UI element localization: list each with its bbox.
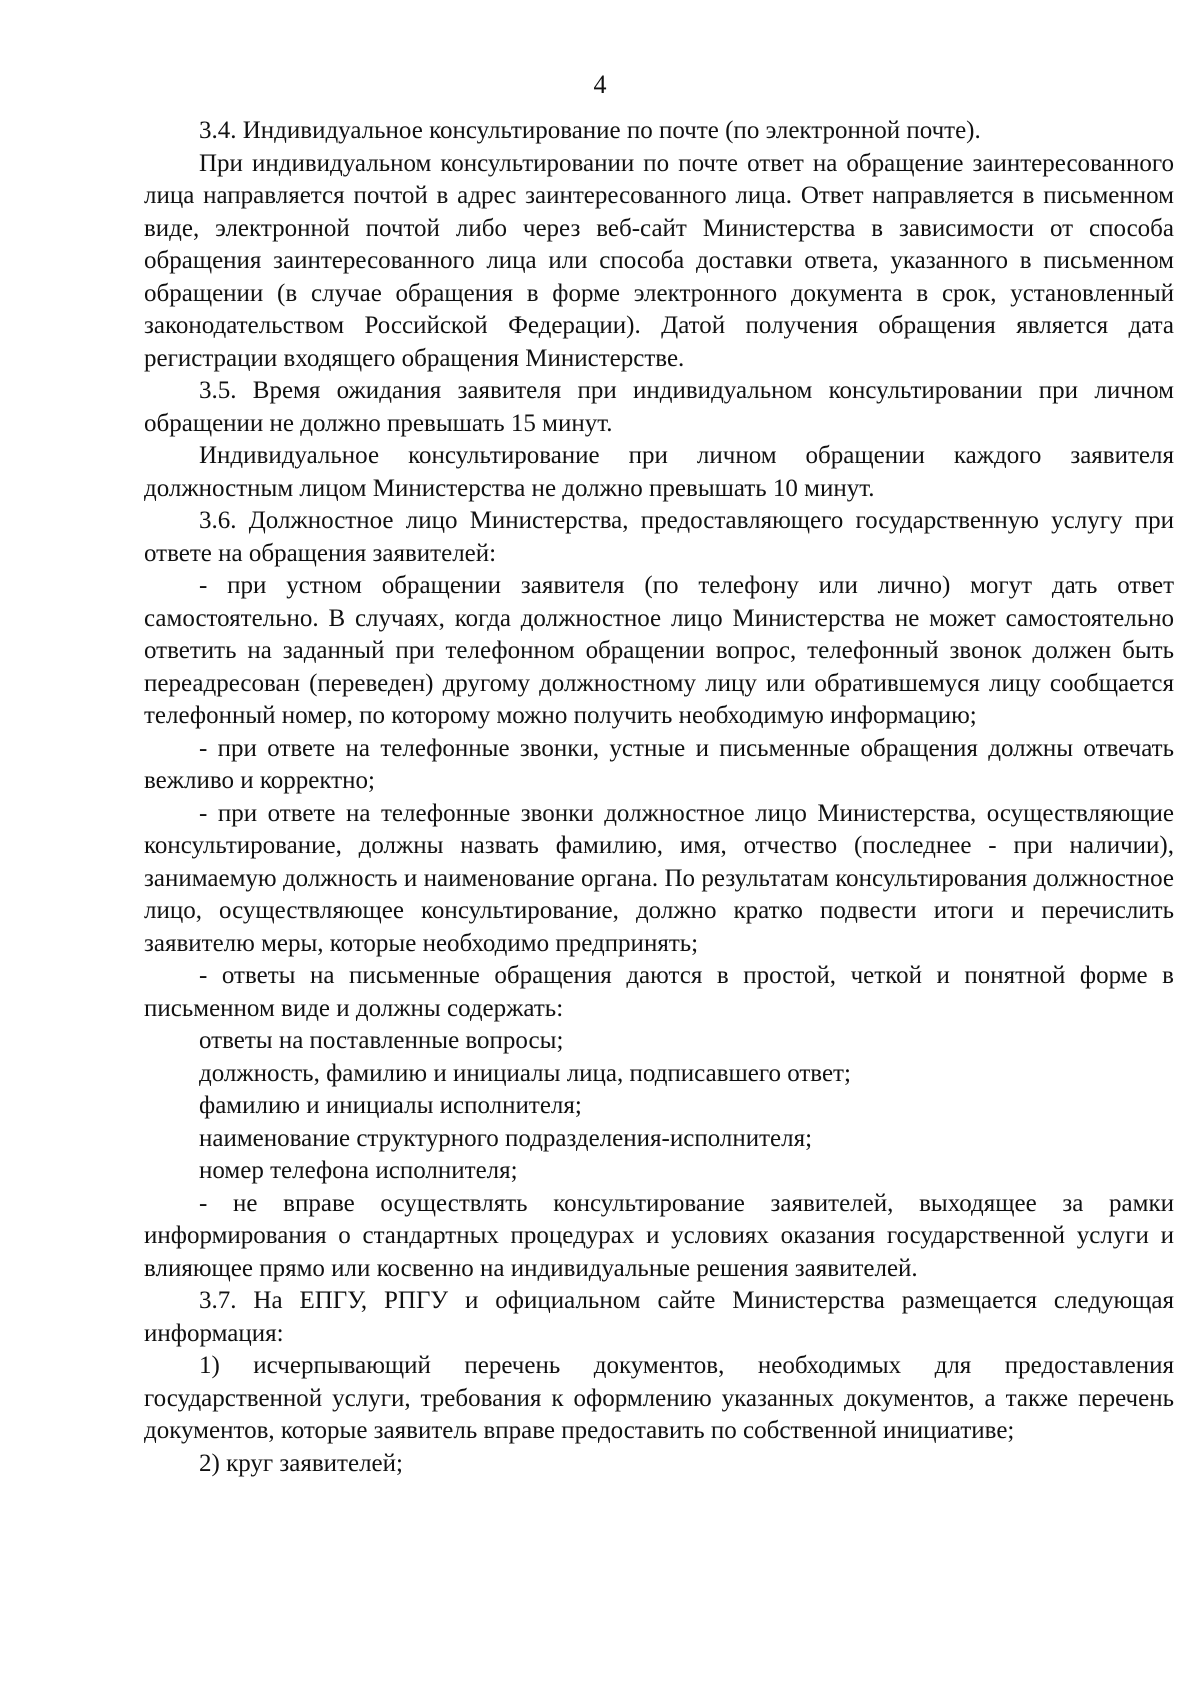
list-item-phone: номер телефона исполнителя; [199,1157,518,1184]
paragraph-mail-consulting: При индивидуальном консультировании по почте ответ на обращение заинтересованного лица направляется почтой в адрес заинтересованного лица. Ответ направляется в письменном виде, электронной почтой либо через веб-сайт Министерства в зависимости от способа обращения заинтересованного лица или способа доставки ответа, указанного в письменном обращении (в случае обращения в форме электронного документа в срок, установленный законодательством Российской Федерации). Датой получения обращения является дата регистрации входящего обращения Министерстве. [144,149,1174,372]
paragraph-oral-request: - при устном обращении заявителя (по телефону или лично) могут дать ответ самостоятельно. В случаях, когда должностное лицо Министерства не может самостоятельно ответить на заданный при телефонном обращении вопрос, телефонный звонок должен быть переадресован (переведен) другому должностному лицу или обратившемуся лицу сообщается телефонный номер, по которому можно получить необходимую информацию; [144,572,1174,729]
paragraph-consulting-duration: Индивидуальное консультирование при личном обращении каждого заявителя должностным лицом Министерства не должно превышать 10 минут. [144,442,1174,502]
list-item-department: наименование структурного подразделения-исполнителя; [199,1124,813,1152]
paragraph-phone-calls: - при ответе на телефонные звонки должностное лицо Министерства, осуществляющие консультирование, должны назвать фамилию, имя, отчество (последнее - при наличии), занимаемую должность и наименование органа. По результатам консультирования должностное лицо, осуществляющее консультирование, должно кратко подвести итоги и перечислить заявителю меры, которые необходимо предпринять; [144,799,1174,957]
list-item-documents: 1) исчерпывающий перечень документов, необходимых для предоставления государственной услуги, требования к оформлению указанных документов, а также перечень документов, которые заявитель вправе предоставить по собственной инициативе; [144,1352,1174,1444]
paragraph-written-answers: - ответы на письменные обращения даются в простой, четкой и понятной форме в письменном виде и должны содержать: [144,962,1174,1022]
list-item-answers: ответы на поставленные вопросы; [199,1027,564,1054]
paragraph-limits: - не вправе осуществлять консультирование заявителей, выходящее за рамки информирования о стандартных процедурах и условиях оказания государственной услуги и влияющее прямо или косвенно на индивидуальные решения заявителей. [144,1189,1174,1282]
paragraph-3-5-waiting-time: 3.5. Время ожидания заявителя при индивидуальном консультировании при личном обращении не должно превышать 15 минут. [144,377,1174,437]
paragraph-polite-answers: - при ответе на телефонные звонки, устные и письменные обращения должны отвечать вежливо и корректно; [144,734,1174,794]
page-number: 4 [593,70,607,99]
document-body [144,115,1174,1480]
list-item-applicants: 2) круг заявителей; [199,1449,403,1477]
list-item-signer: должность, фамилию и инициалы лица, подписавшего ответ; [199,1059,851,1087]
paragraph-3-4-heading: 3.4. Индивидуальное консультирование по почте (по электронной почте). [199,117,981,144]
list-item-executor: фамилию и инициалы исполнителя; [199,1092,582,1119]
paragraph-3-6-official: 3.6. Должностное лицо Министерства, предоставляющего государственную услугу при ответе на обращения заявителей: [144,507,1174,567]
paragraph-3-7-info: 3.7. На ЕПГУ, РПГУ и официальном сайте Министерства размещается следующая информация: [144,1287,1174,1347]
